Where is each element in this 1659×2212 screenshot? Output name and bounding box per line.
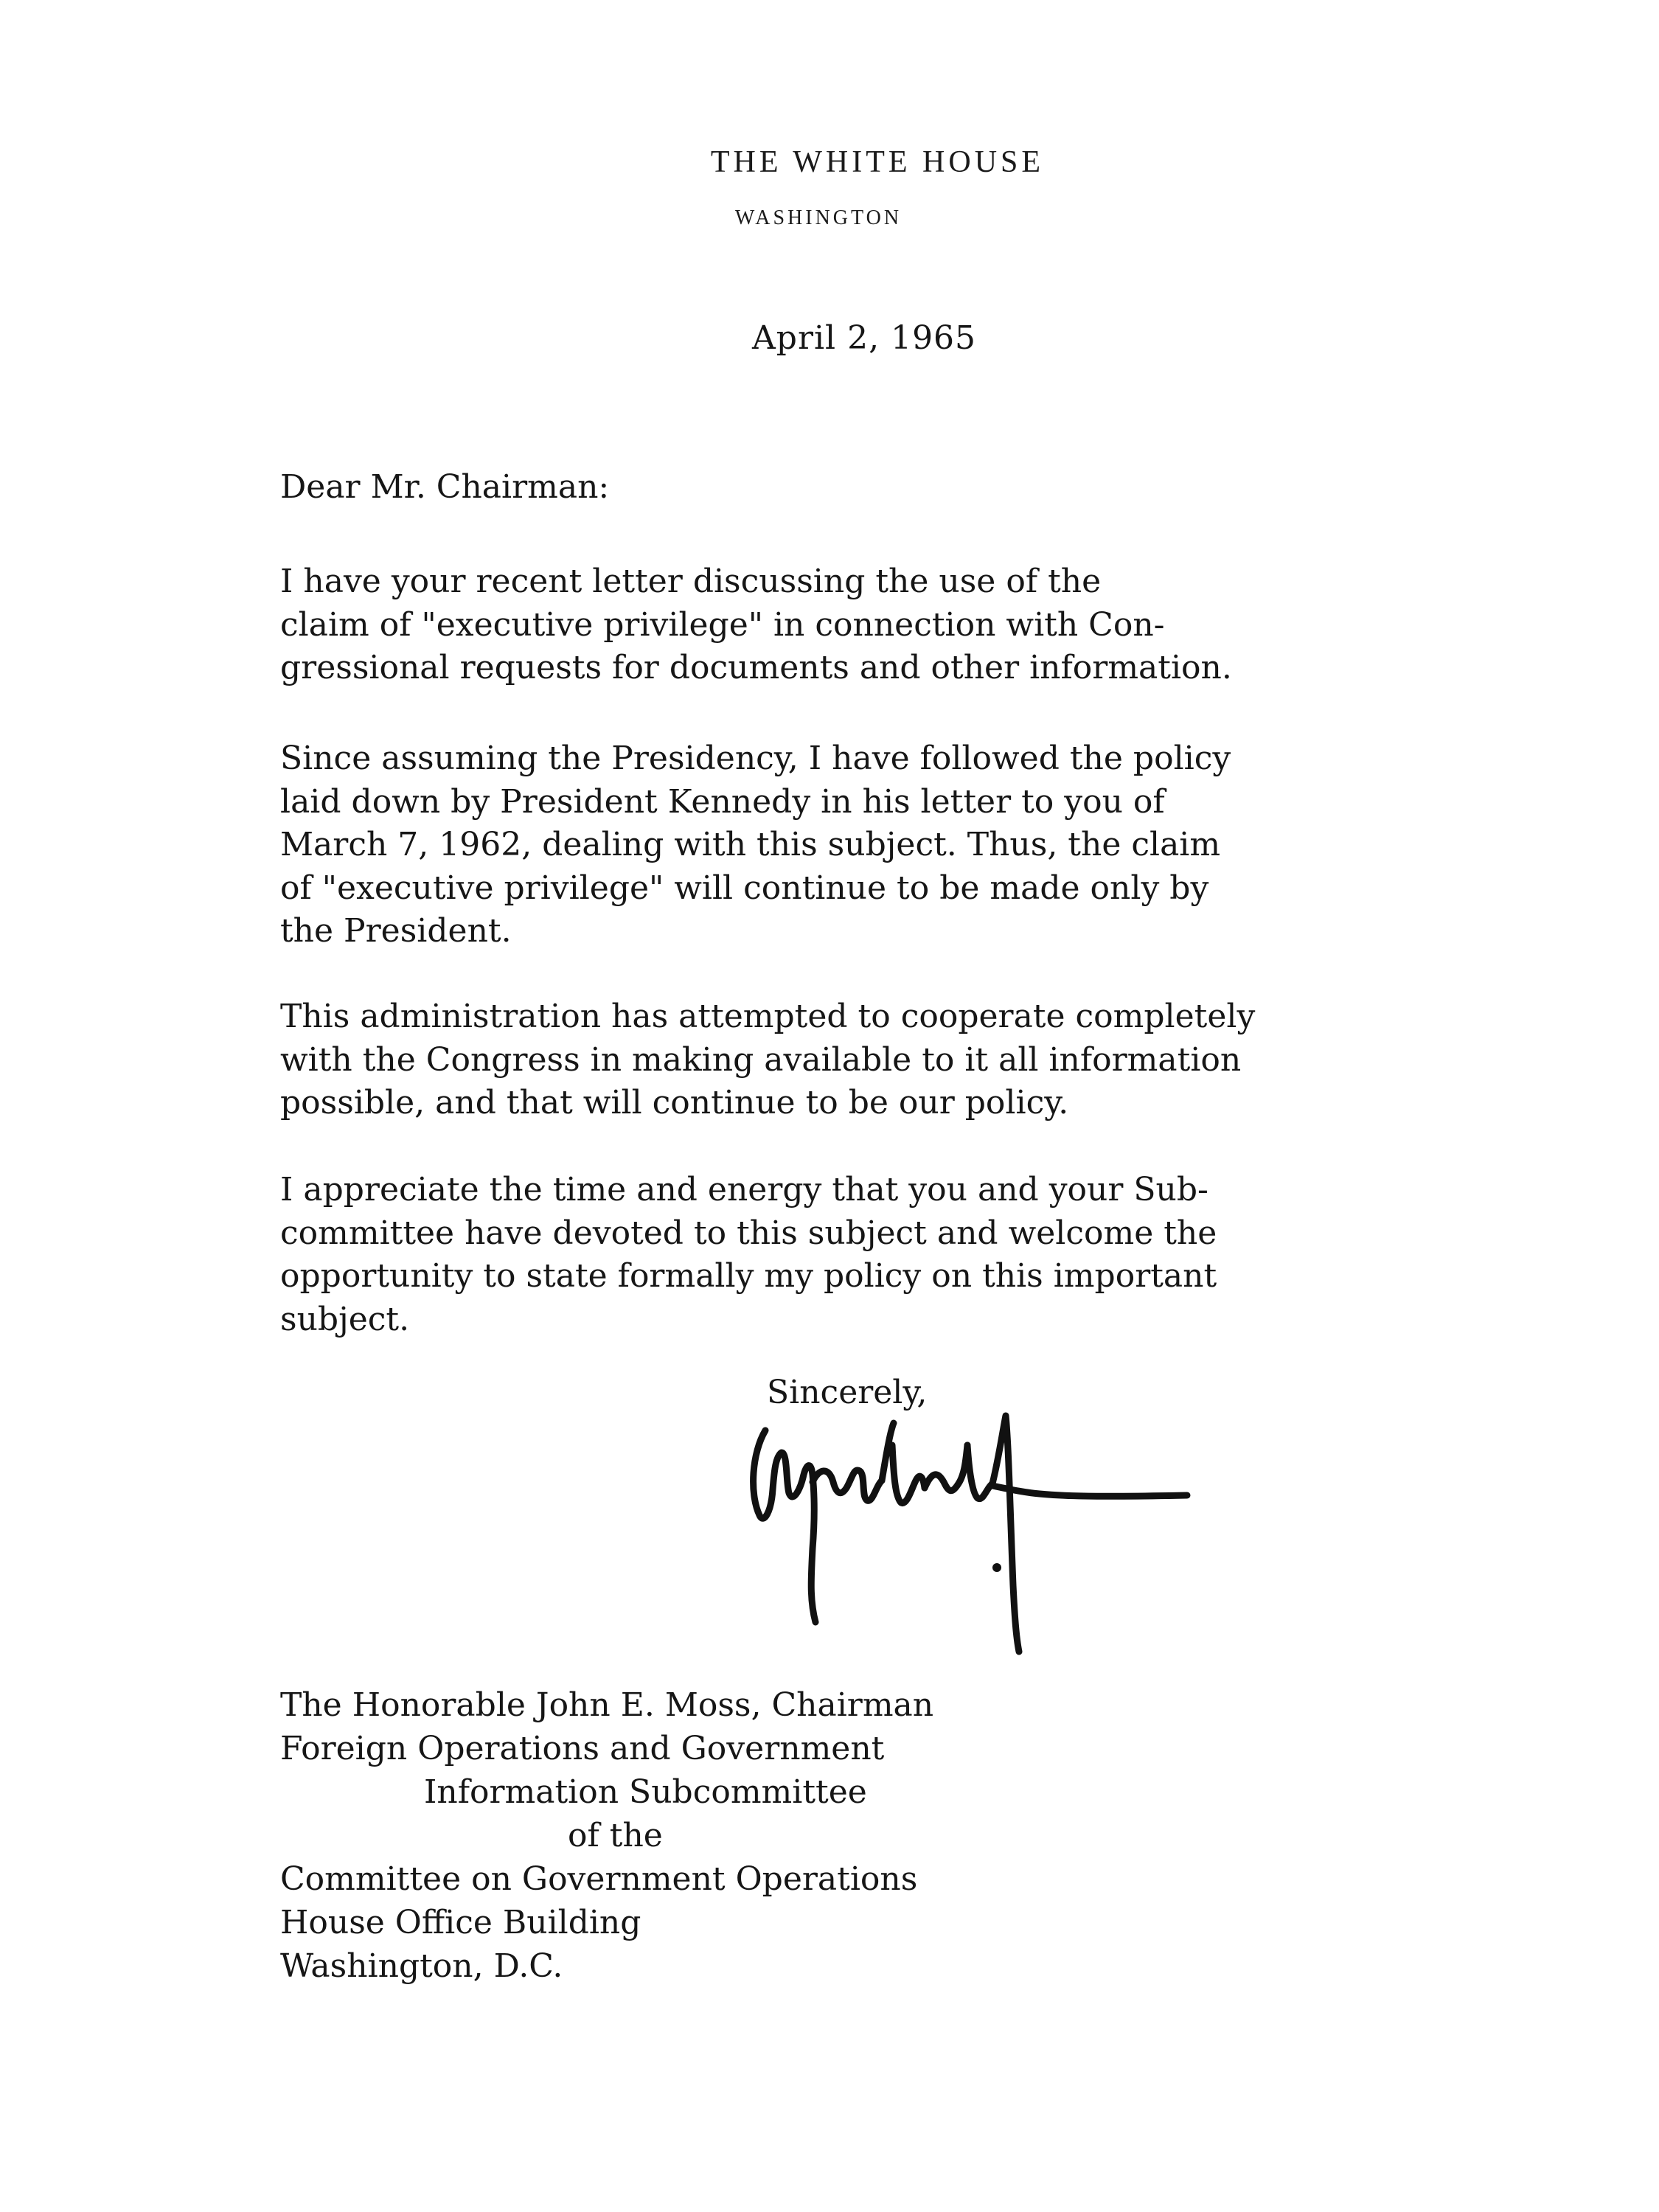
address-line: of the [568,1817,663,1854]
address-line: Committee on Government Operations [280,1860,918,1898]
paragraph-line: Since assuming the Presidency, I have followed the policy [280,740,1231,777]
paragraph-line: I have your recent letter discussing the use of the [280,563,1102,600]
paragraph-line: with the Congress in making available to it all information [280,1040,1242,1079]
paragraph-line: the President. [280,912,512,950]
paragraph-4 [280,1169,1430,1341]
letter-date: April 2, 1965 [752,319,977,357]
paragraph-1 [280,560,1430,690]
letterhead-title: THE WHITE HOUSE [710,145,1045,179]
paragraph-2 [280,737,1430,953]
paragraph-line: subject. [280,1300,410,1338]
address-line: Information Subcommittee [424,1773,867,1811]
paragraph-line: I appreciate the time and energy that you and your Sub- [280,1171,1208,1208]
handwritten-signature [730,1401,1209,1666]
address-line: House Office Building [280,1904,641,1941]
paragraph-line: This administration has attempted to cooperate completely [280,998,1256,1035]
paragraph-line: of "executive privilege" will continue to be made only by [280,869,1209,907]
address-line: The Honorable John E. Moss, Chairman [280,1686,934,1724]
closing: Sincerely, [767,1374,928,1411]
paragraph-line: possible, and that will continue to be our policy. [280,1084,1069,1121]
paragraph-3 [280,995,1430,1125]
address-line: Washington, D.C. [280,1947,563,1985]
paragraph-line: claim of "executive privilege" in connection with Con- [280,605,1165,644]
recipient-address [280,1683,1165,1988]
paragraph-line: March 7, 1962, dealing with this subject. Thus, the claim [280,826,1221,863]
address-line: Foreign Operations and Government [280,1730,885,1767]
paragraph-line: gressional requests for documents and other information. [280,649,1232,686]
paragraph-line: committee have devoted to this subject and welcome the [280,1214,1217,1252]
letterhead-city: WASHINGTON [734,206,902,229]
salutation: Dear Mr. Chairman: [280,468,610,506]
paragraph-line: laid down by President Kennedy in his letter to you of [280,782,1165,821]
paragraph-line: opportunity to state formally my policy on this important [280,1257,1217,1295]
